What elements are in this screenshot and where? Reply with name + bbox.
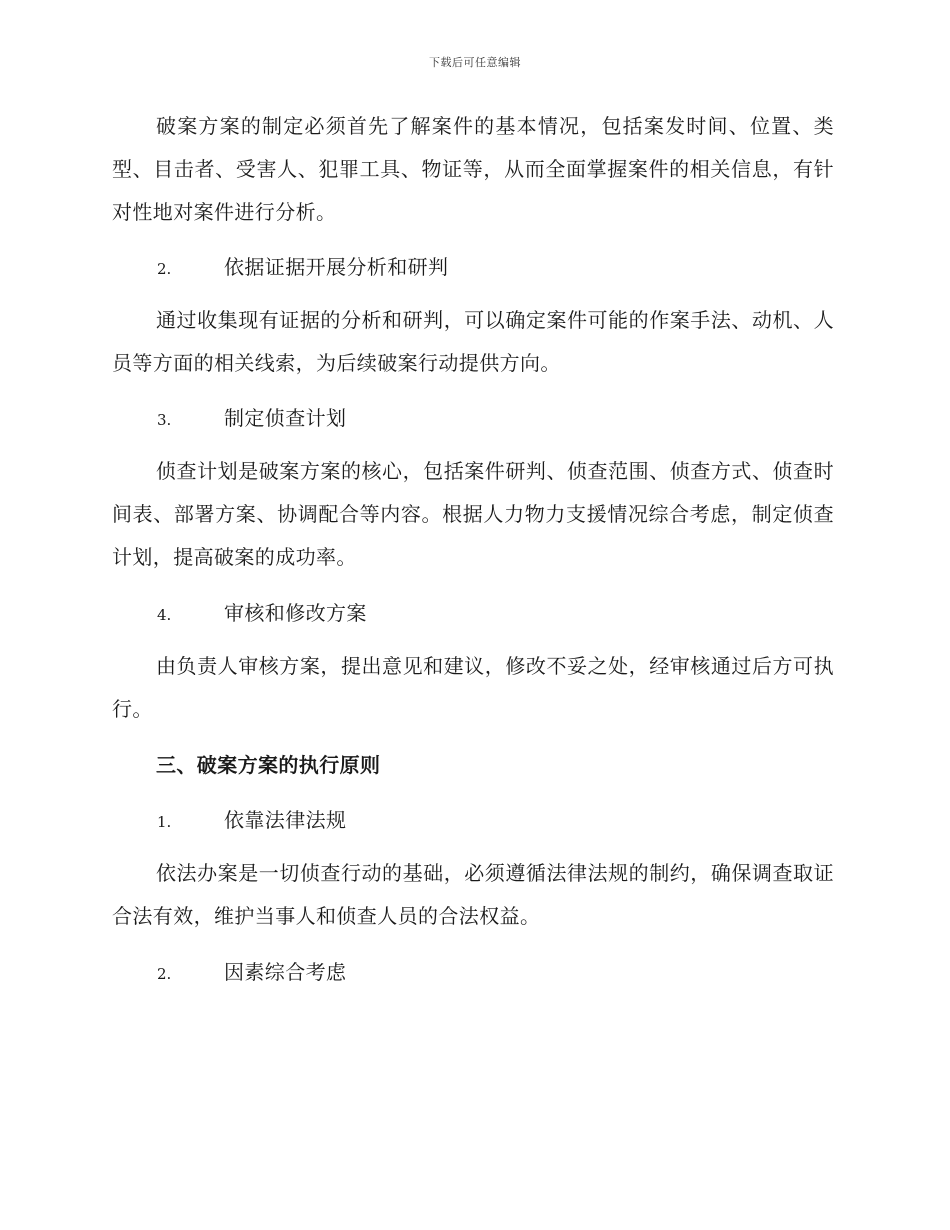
paragraph-rely-on-law: 依法办案是一切侦查行动的基础，必须遵循法律法规的制约，确保调查取证合法有效，维护当事人和侦查人员的合法权益。 — [112, 861, 834, 928]
list-label: 制定侦查计划 — [224, 406, 347, 430]
list-label: 因素综合考虑 — [224, 960, 347, 984]
list-item-rely-on-law — [157, 806, 346, 836]
list-number: 2. — [157, 260, 172, 278]
paragraph-review-revise: 由负责人审核方案，提出意见和建议，修改不妥之处，经审核通过后方可执行。 — [112, 654, 834, 721]
list-item-investigation-plan — [157, 404, 346, 434]
page-header: 下载后可任意编辑 — [429, 56, 521, 69]
list-number: 3. — [157, 411, 172, 429]
list-number: 2. — [157, 965, 172, 983]
list-label: 依据证据开展分析和研判 — [224, 255, 449, 279]
section-heading-execution-principles: 三、破案方案的执行原则 — [156, 753, 381, 777]
list-number: 4. — [157, 606, 172, 624]
list-label: 依靠法律法规 — [224, 808, 347, 832]
list-item-evidence-analysis — [157, 253, 448, 283]
paragraph-investigation-plan: 侦查计划是破案方案的核心，包括案件研判、侦查范围、侦查方式、侦查时间表、部署方案、协调配合等内容。根据人力物力支援情况综合考虑，制定侦查计划，提高破案的成功率。 — [112, 459, 834, 569]
paragraph-evidence-analysis: 通过收集现有证据的分析和研判，可以确定案件可能的作案手法、动机、人员等方面的相关线索，为后续破案行动提供方向。 — [112, 308, 834, 375]
list-number: 1. — [157, 813, 172, 831]
list-item-comprehensive-factors — [157, 958, 346, 988]
list-label: 审核和修改方案 — [224, 601, 367, 625]
paragraph-case-basics: 破案方案的制定必须首先了解案件的基本情况，包括案发时间、位置、类型、目击者、受害人、犯罪工具、物证等，从而全面掌握案件的相关信息，有针对性地对案件进行分析。 — [112, 114, 834, 224]
list-item-review-revise — [157, 599, 367, 629]
